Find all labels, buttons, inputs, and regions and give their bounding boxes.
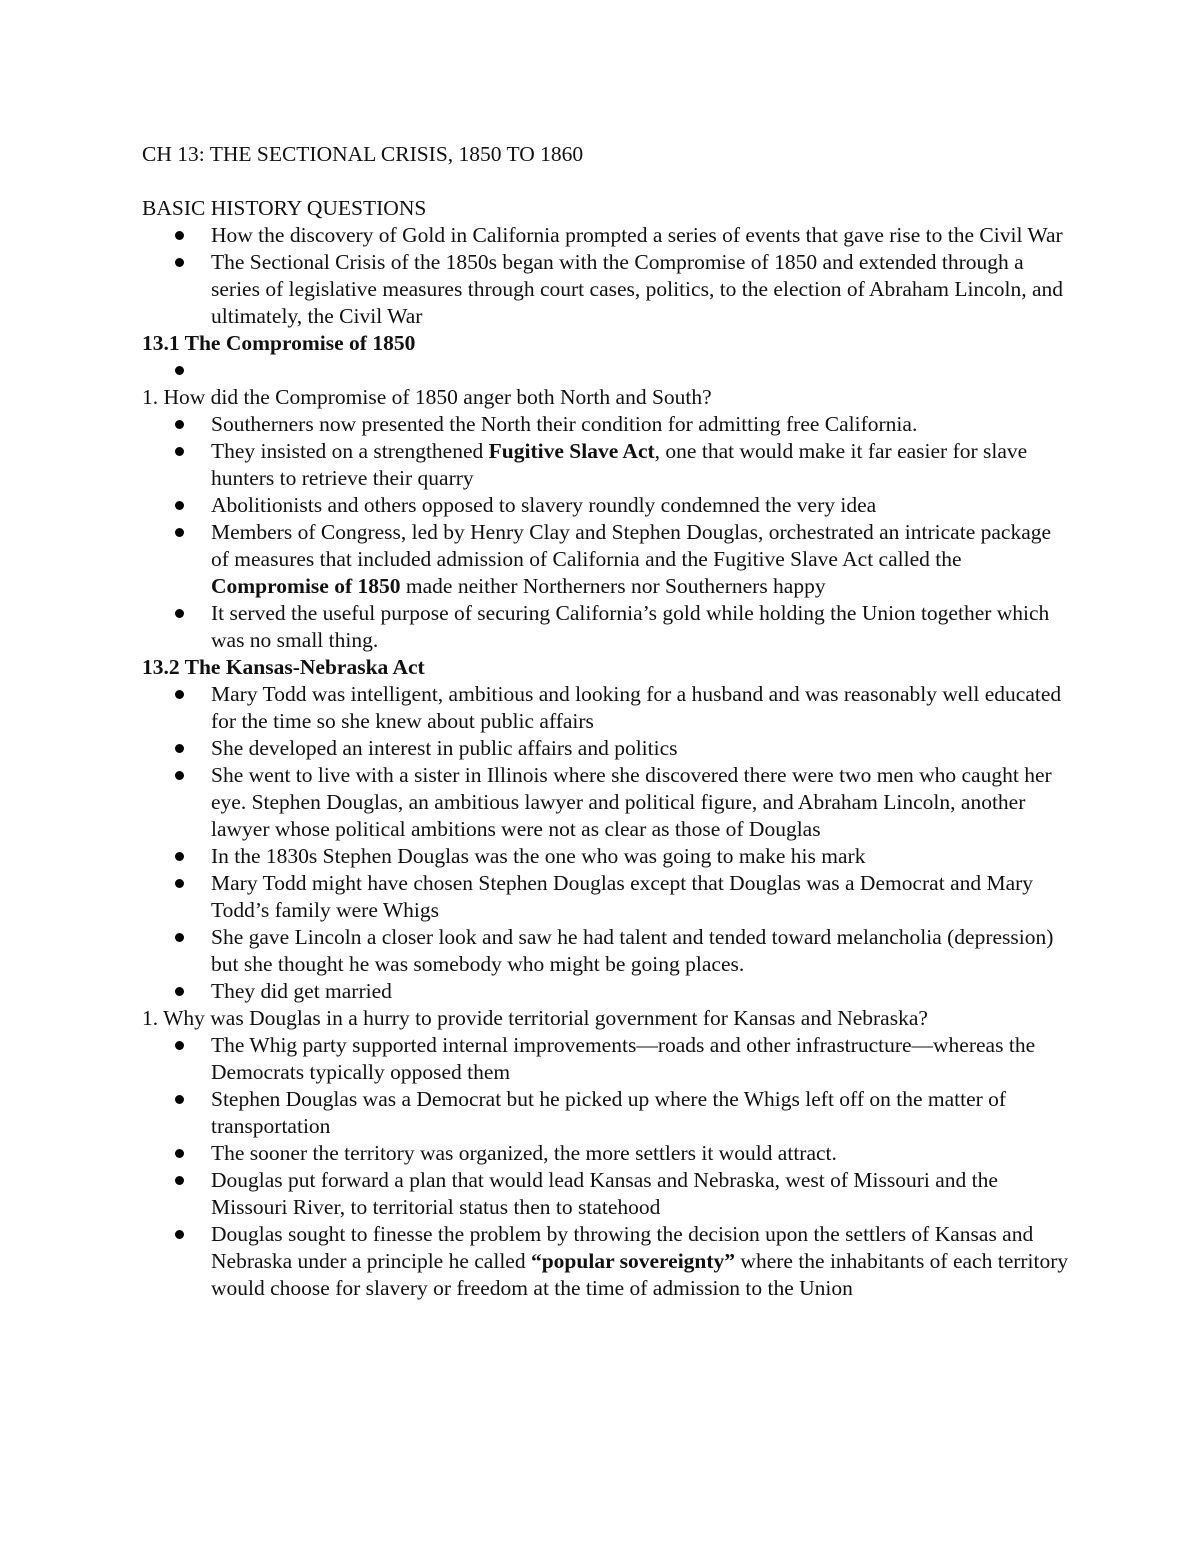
bullet-icon: [175, 987, 184, 996]
bullet-icon: [175, 1095, 184, 1104]
list-item: Mary Todd was intelligent, ambitious and looking for a husband and was reasonably well educated for the time so she knew about public affairs: [142, 681, 1072, 735]
term-popular-sovereignty: “popular sovereignty”: [530, 1249, 736, 1273]
question-13-2: 1. Why was Douglas in a hurry to provide territorial government for Kansas and Nebraska?: [142, 1006, 928, 1030]
bullet-icon: [175, 933, 184, 942]
list-item: She went to live with a sister in Illinois where she discovered there were two men who caught her eye. Stephen Douglas, an ambitious lawyer and political figure, and Abraham Lincoln, another lawyer whose political ambitions were not as clear as those of Douglas: [142, 762, 1072, 843]
bullet-icon: [175, 366, 184, 375]
bullet-icon: [175, 231, 184, 240]
list-item: They insisted on a strengthened Fugitive Slave Act, one that would make it far easier for slave hunters to retrieve their quarry: [142, 438, 1072, 492]
list-item: How the discovery of Gold in California prompted a series of events that gave rise to the Civil War: [142, 222, 1072, 249]
bullet-icon: [175, 609, 184, 618]
bullet-icon: [175, 420, 184, 429]
list-item: The sooner the territory was organized, the more settlers it would attract.: [142, 1140, 1072, 1167]
bullet-icon: [175, 1230, 184, 1239]
list-item: It served the useful purpose of securing California’s gold while holding the Union together which was no small thing.: [142, 600, 1072, 654]
bullet-icon: [175, 447, 184, 456]
list-item: In the 1830s Stephen Douglas was the one who was going to make his mark: [142, 843, 1072, 870]
list-item: They did get married: [142, 978, 1072, 1005]
list-item: Southerners now presented the North their condition for admitting free California.: [142, 411, 1072, 438]
document-title: CH 13: THE SECTIONAL CRISIS, 1850 TO 1860: [142, 142, 584, 166]
bullet-icon: [175, 258, 184, 267]
question-13-1: 1. How did the Compromise of 1850 anger both North and South?: [142, 385, 712, 409]
section-heading-13-2: 13.2 The Kansas-Nebraska Act: [142, 655, 425, 679]
list-item: She gave Lincoln a closer look and saw he had talent and tended toward melancholia (depression) but she thought he was somebody who might be going places.: [142, 924, 1072, 978]
list-item: Abolitionists and others opposed to slavery roundly condemned the very idea: [142, 492, 1072, 519]
section-heading-13-1: 13.1 The Compromise of 1850: [142, 331, 416, 355]
list-item: Douglas put forward a plan that would lead Kansas and Nebraska, west of Missouri and the Missouri River, to territorial status then to statehood: [142, 1167, 1072, 1221]
document-page: [142, 141, 1072, 1302]
bullet-icon: [175, 771, 184, 780]
bullet-icon: [175, 1176, 184, 1185]
list-item: Mary Todd might have chosen Stephen Douglas except that Douglas was a Democrat and Mary Todd’s family were Whigs: [142, 870, 1072, 924]
empty-list-item: [142, 357, 1072, 384]
bullet-icon: [175, 528, 184, 537]
list-item: The Sectional Crisis of the 1850s began with the Compromise of 1850 and extended through a series of legislative measures through court cases, politics, to the election of Abraham Lincoln, and ultimately, the Civil War: [142, 249, 1072, 330]
bullet-icon: [175, 879, 184, 888]
list-item: The Whig party supported internal improvements—roads and other infrastructure—whereas the Democrats typically opposed them: [142, 1032, 1072, 1086]
basic-questions-heading: BASIC HISTORY QUESTIONS: [142, 196, 427, 220]
list-item: Stephen Douglas was a Democrat but he picked up where the Whigs left off on the matter of transportation: [142, 1086, 1072, 1140]
list-item: Douglas sought to finesse the problem by throwing the decision upon the settlers of Kansas and Nebraska under a principle he called “popular sovereignty” where the inhabitants of each territory would choose for slavery or freedom at the time of admission to the Union: [142, 1221, 1072, 1302]
list-item: Members of Congress, led by Henry Clay and Stephen Douglas, orchestrated an intricate package of measures that included admission of California and the Fugitive Slave Act called the Compromise of 1850 made neither Northerners nor Southerners happy: [142, 519, 1072, 600]
term-fugitive-slave-act: Fugitive Slave Act: [488, 439, 655, 463]
bullet-icon: [175, 1149, 184, 1158]
bullet-icon: [175, 852, 184, 861]
term-compromise-of-1850: Compromise of 1850: [211, 574, 401, 598]
bullet-icon: [175, 1041, 184, 1050]
list-item: She developed an interest in public affairs and politics: [142, 735, 1072, 762]
bullet-icon: [175, 744, 184, 753]
bullet-icon: [175, 690, 184, 699]
bullet-icon: [175, 501, 184, 510]
